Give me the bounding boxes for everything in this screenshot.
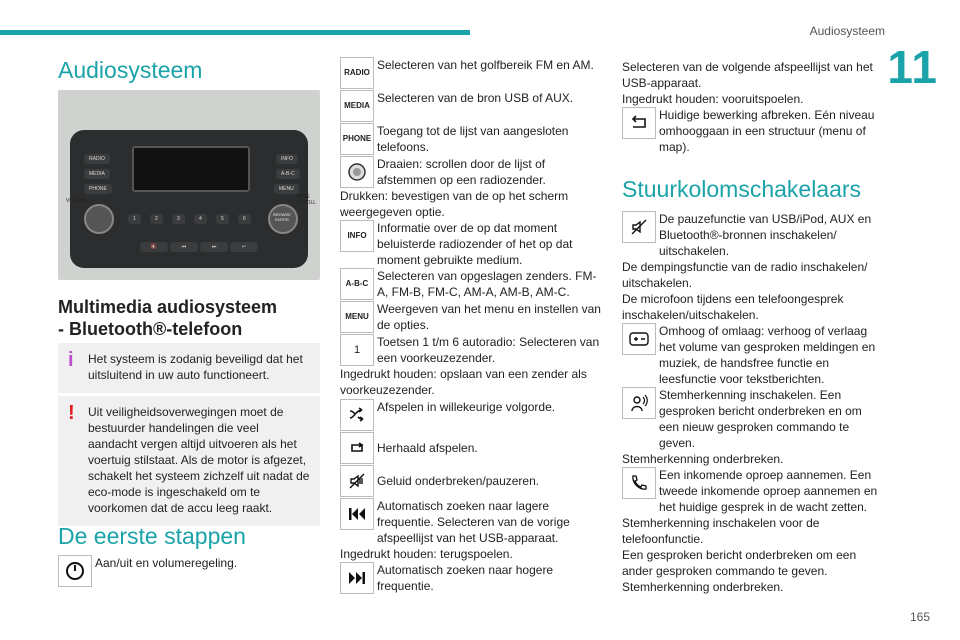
- info-text: Informatie over de op dat moment beluisterde radiozender of het op dat moment gebruikte medium.: [377, 221, 573, 267]
- mute-item: [340, 465, 602, 497]
- steering-mute-text: De pauzefunctie van USB/iPod, AUX en Bluetooth®-bronnen inschakelen/ uitschakelen.: [659, 212, 872, 258]
- repeat-item: [340, 432, 602, 464]
- steering-call-text: Een inkomende oproep aannemen. Een tweede inkomende oproep aannemen en het huidige gesprek in de wacht zetten.: [659, 468, 878, 514]
- steering-call-cont-3: Stemherkenning onderbreken.: [622, 580, 784, 594]
- radio-text: Selecteren van het golfbereik FM en AM.: [377, 58, 594, 72]
- knob-icon: [340, 156, 374, 188]
- mute-speaker-icon: [340, 465, 374, 497]
- phone-button-icon: PHONE: [340, 123, 374, 155]
- menu-button-icon: MENU: [340, 301, 374, 333]
- knob-item: [340, 156, 602, 188]
- preset-2: 2: [150, 214, 163, 224]
- radio-unit-illustration: [58, 90, 320, 280]
- radio-item: [340, 57, 602, 89]
- radio-display: [132, 146, 250, 192]
- preset-5: 5: [216, 214, 229, 224]
- column-3: [622, 59, 884, 595]
- voice-command-icon: [622, 387, 656, 419]
- shuffle-icon: [340, 399, 374, 431]
- section-heading-steering: Stuurkolomschakelaars: [622, 176, 862, 202]
- preset-1: 1: [128, 214, 141, 224]
- media-text: Selecteren van de bron USB of AUX.: [377, 91, 574, 105]
- power-volume-knob: [84, 204, 114, 234]
- previous-track-icon: [340, 498, 374, 530]
- running-head: Audiosysteem: [809, 24, 885, 38]
- page-number: 165: [909, 610, 930, 624]
- back-icon: [622, 107, 656, 139]
- next-item: [340, 562, 602, 594]
- steering-voice-cont: Stemherkenning onderbreken.: [622, 452, 784, 466]
- steering-mute-cont-1: De dempingsfunctie van de radio inschakelen/ uitschakelen.: [622, 260, 868, 290]
- preset-3: 3: [172, 214, 185, 224]
- page-title: Audiosysteem: [58, 57, 203, 83]
- radio-label-tune: TUNE SCROLL: [296, 194, 317, 206]
- prev-item: [340, 498, 602, 546]
- steering-call-cont-2: Een gesproken bericht onderbreken om een ander gesproken commando te geven.: [622, 548, 857, 578]
- back-text: Huidige bewerking afbreken. Eén niveau omhooggaan in een structuur (menu of map).: [659, 108, 875, 154]
- abc-text: Selecteren van opgeslagen zenders. FM-A, FM-B, FM-C, AM-A, AM-B, AM-C.: [377, 269, 597, 299]
- steering-mute-cont-2: De microfoon tijdens een telefoongesprek inschakelen/uitschakelen.: [622, 292, 844, 322]
- subtitle-multimedia: [58, 296, 320, 340]
- radio-label-radio: RADIO: [84, 154, 110, 164]
- phone-text: Toegang tot de lijst van aangesloten telefoons.: [377, 124, 569, 154]
- volume-rocker-icon: [622, 323, 656, 355]
- power-item: [58, 555, 320, 587]
- info-note: [58, 343, 320, 393]
- radio-label-menu: MENU: [274, 184, 299, 194]
- radio-label-media: MEDIA: [84, 169, 110, 179]
- prev-icon: ⏮: [170, 242, 198, 252]
- next-cont-1: Selecteren van de volgende afspeellijst van het USB-apparaat.: [622, 60, 873, 90]
- steering-voice-item: [622, 387, 884, 451]
- warning-note-text: Uit veiligheidsoverwegingen moet de bestuurder handelingen die veel aandacht vergen altijd uitvoeren als het voertuig stilstaat. Als de motor is afgezet, schakelt het systeem zichzelf uit nadat de eco-mode is ingeschakeld om te voorkomen dat de accu leeg raakt.: [88, 405, 310, 515]
- power-text: Aan/uit en volumeregeling.: [95, 556, 238, 570]
- menu-text: Weergeven van het menu en instellen van de opties.: [377, 302, 601, 332]
- repeat-icon: [340, 432, 374, 464]
- mute-text: Geluid onderbreken/pauzeren.: [377, 474, 540, 488]
- info-button-icon: INFO: [340, 220, 374, 252]
- radio-label-info: INFO: [276, 154, 298, 164]
- section-heading-first-steps: De eerste stappen: [58, 523, 246, 549]
- next-icon: ⏭: [200, 242, 228, 252]
- prev-cont: Ingedrukt houden: terugspoelen.: [340, 547, 513, 561]
- steering-volume-text: Omhoog of omlaag: verhoog of verlaag het volume van gesproken meldingen en muziek, de handsfree functie en leesfunctie voor tekstberichten.: [659, 324, 876, 386]
- phone-item: [340, 123, 602, 155]
- knob-cont: Drukken: bevestigen van de op het scherm weergegeven optie.: [340, 189, 569, 219]
- steering-voice-text: Stemherkenning inschakelen. Een gesproken bericht onderbreken en om een nieuw gesproken commando te geven.: [659, 388, 862, 450]
- preset-4: 4: [194, 214, 207, 224]
- next-cont-2: Ingedrukt houden: vooruitspoelen.: [622, 92, 804, 106]
- preset-item: [340, 334, 602, 366]
- steering-volume-item: [622, 323, 884, 387]
- shuffle-item: [340, 399, 602, 431]
- power-icon: [58, 555, 92, 587]
- abc-item: [340, 268, 602, 300]
- preset-button-icon: 1: [340, 334, 374, 366]
- radio-button-icon: RADIO: [340, 57, 374, 89]
- back-icon: ↩: [230, 242, 258, 252]
- info-item: [340, 220, 602, 268]
- subtitle-line-2: - Bluetooth®-telefoon: [58, 319, 243, 339]
- next-text: Automatisch zoeken naar hogere frequentie.: [377, 563, 554, 593]
- info-note-text: Het systeem is zodanig beveiligd dat het uitsluitend in uw auto functioneert.: [88, 352, 303, 382]
- shuffle-text: Afspelen in willekeurige volgorde.: [377, 400, 556, 414]
- preset-cont: Ingedrukt houden: opslaan van een zender als voorkeuzezender.: [340, 367, 587, 397]
- chapter-number: 11: [887, 41, 938, 93]
- knob-text: Draaien: scrollen door de lijst of afstemmen op een radiozender.: [377, 157, 546, 187]
- radio-label-abc: A-B-C: [276, 169, 300, 179]
- subtitle-line-1: Multimedia audiosysteem: [58, 297, 278, 317]
- steering-call-item: [622, 467, 884, 515]
- preset-text: Toetsen 1 t/m 6 autoradio: Selecteren van een voorkeuzezender.: [377, 335, 600, 365]
- back-item: [622, 107, 884, 155]
- prev-text: Automatisch zoeken naar lagere frequentie. Selecteren van de vorige afspeellijst van het USB-apparaat.: [377, 499, 570, 545]
- header-accent-bar: [0, 30, 470, 35]
- repeat-text: Herhaald afspelen.: [377, 441, 478, 455]
- steering-mute-item: [622, 211, 884, 259]
- column-2: [340, 57, 602, 594]
- preset-6: 6: [238, 214, 251, 224]
- warning-icon: !: [68, 402, 75, 424]
- phone-handset-icon: [622, 467, 656, 499]
- menu-item: [340, 301, 602, 333]
- radio-label-phone: PHONE: [84, 184, 112, 194]
- media-button-icon: MEDIA: [340, 90, 374, 122]
- media-item: [340, 90, 602, 122]
- info-icon: i: [68, 349, 74, 371]
- steering-mute-icon: [622, 211, 656, 243]
- mute-icon: 🔇: [140, 242, 168, 252]
- steering-call-cont-1: Stemherkenning inschakelen voor de telefoonfunctie.: [622, 516, 820, 546]
- abc-button-icon: A-B-C: [340, 268, 374, 300]
- next-track-icon: [340, 562, 374, 594]
- radio-label-volume: VOLUME: [66, 198, 88, 204]
- warning-note: [58, 396, 320, 526]
- radio-label-browse: BROWSE ENTER: [273, 212, 291, 222]
- radio-faceplate: [66, 130, 317, 268]
